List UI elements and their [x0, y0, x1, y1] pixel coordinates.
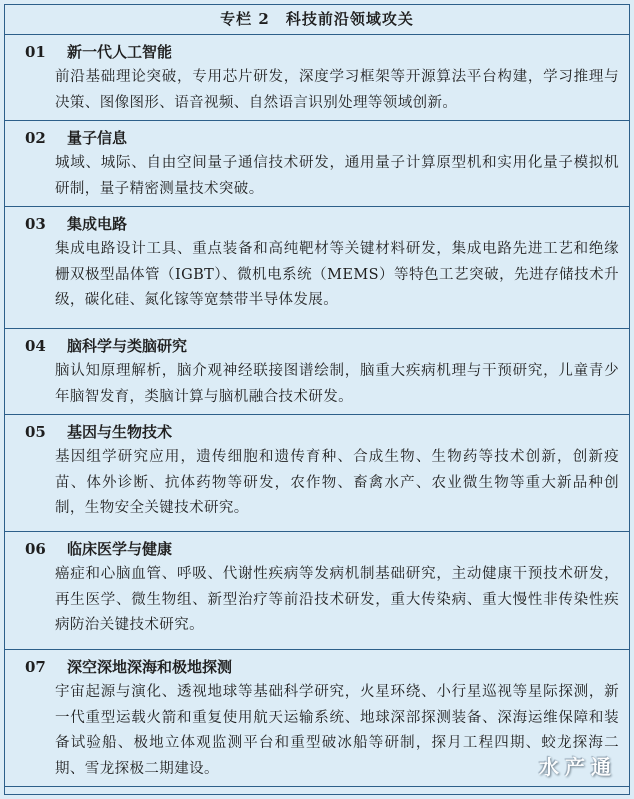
- section-02: [5, 121, 629, 207]
- section-number: 03: [25, 215, 46, 233]
- column-box: [4, 4, 630, 795]
- section-number: 07: [25, 658, 46, 676]
- section-07: [5, 650, 629, 787]
- section-body: 前沿基础理论突破，专用芯片研发，深度学习框架等开源算法平台构建，学习推理与决策、图像图形、语音视频、自然语言识别处理等领域创新。: [55, 69, 619, 111]
- section-title: 临床医学与健康: [67, 540, 173, 558]
- section-body: 脑认知原理解析，脑介观神经联接图谱绘制，脑重大疾病机理与干预研究，儿童青少年脑智发育，类脑计算与脑机融合技术研发。: [55, 363, 619, 405]
- section-body: 集成电路设计工具、重点装备和高纯靶材等关键材料研发，集成电路先进工艺和绝缘栅双极型晶体管（IGBT）、微机电系统（MEMS）等特色工艺突破，先进存储技术升级，碳化硅、氮化镓等宽禁带半导体发展。: [55, 241, 619, 308]
- section-title: 深空深地深海和极地探测: [67, 658, 233, 676]
- column-header: [5, 5, 629, 35]
- section-title: 脑科学与类脑研究: [67, 337, 188, 355]
- section-06: [5, 532, 629, 650]
- section-number: 01: [25, 43, 46, 61]
- section-number: 04: [25, 337, 46, 355]
- section-01: [5, 35, 629, 121]
- section-title: 量子信息: [67, 129, 128, 147]
- section-body: 癌症和心脑血管、呼吸、代谢性疾病等发病机制基础研究，主动健康干预技术研发，再生医学、微生物组、新型治疗等前沿技术研发，重大传染病、重大慢性非传染性疾病防治关键技术研究。: [55, 566, 619, 633]
- section-title: 基因与生物技术: [67, 423, 173, 441]
- section-body: 宇宙起源与演化、透视地球等基础科学研究，火星环绕、小行星巡视等星际探测，新一代重型运载火箭和重复使用航天运输系统、地球深部探测装备、深海运维保障和装备试验船、极地立体观监测平台和重型破冰船等研制，探月工程四期、蛟龙探海二期、雪龙探极二期建设。: [55, 684, 619, 777]
- section-number: 06: [25, 540, 46, 558]
- section-body: 城域、城际、自由空间量子通信技术研发，通用量子计算原型机和实用化量子模拟机研制，量子精密测量技术突破。: [55, 155, 619, 197]
- section-05: [5, 415, 629, 532]
- section-number: 02: [25, 129, 46, 147]
- column-title: 专栏 2 科技前沿领域攻关: [220, 10, 414, 28]
- section-03: [5, 207, 629, 329]
- section-number: 05: [25, 423, 46, 441]
- section-title: 新一代人工智能: [67, 43, 173, 61]
- section-04: [5, 329, 629, 415]
- section-title: 集成电路: [67, 215, 128, 233]
- section-body: 基因组学研究应用，遗传细胞和遗传育种、合成生物、生物药等技术创新，创新疫苗、体外诊断、抗体药物等研发，农作物、畜禽水产、农业微生物等重大新品种创制，生物安全关键技术研究。: [55, 449, 619, 516]
- watermark-logo: 水产通: [539, 755, 617, 779]
